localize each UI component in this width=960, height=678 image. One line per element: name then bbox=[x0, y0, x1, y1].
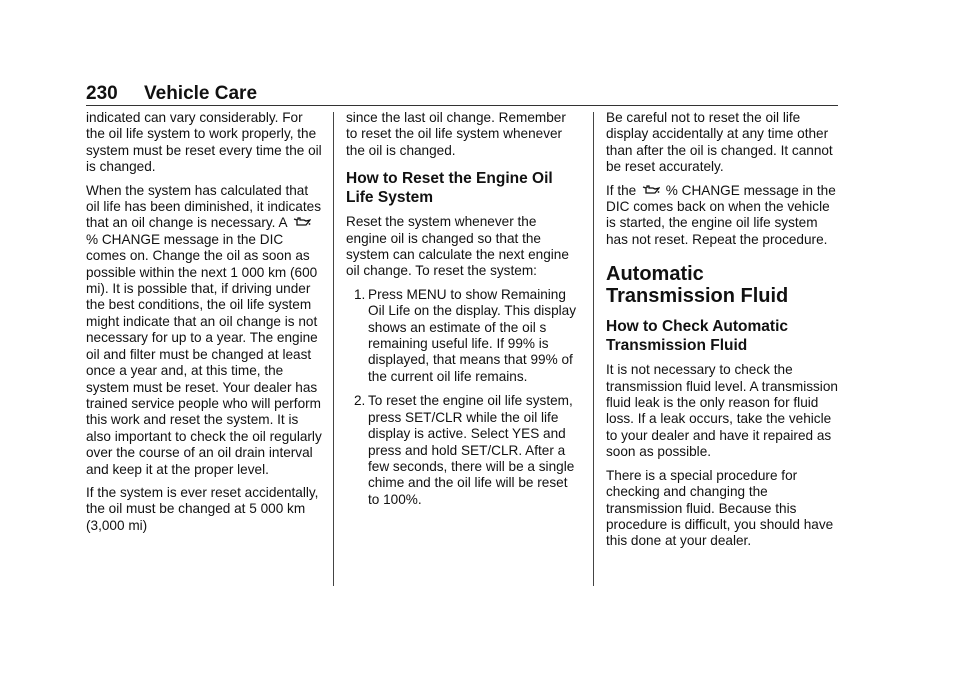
step-number: 1. bbox=[354, 286, 366, 302]
text-span: When the system has calculated that oil life has been diminished, it indicates that an oil change is necessary. A bbox=[86, 182, 322, 231]
column-2 bbox=[346, 110, 580, 516]
section-title: Vehicle Care bbox=[144, 83, 258, 104]
paragraph: If the system is ever reset accidentally, the oil must be changed at 5 000 km (3,000 mi) bbox=[86, 484, 319, 533]
column-3 bbox=[606, 110, 838, 557]
paragraph: since the last oil change. Remember to reset the oil life system whenever the oil is changed. bbox=[346, 110, 566, 158]
page-number: 230 bbox=[86, 83, 118, 104]
section-heading: How to Check Automatic Transmission Fluid bbox=[606, 318, 788, 354]
list-item bbox=[346, 393, 580, 508]
paragraph bbox=[86, 183, 322, 478]
paragraph bbox=[606, 183, 838, 249]
steps-list bbox=[346, 287, 580, 508]
step-text: To reset the engine oil life system, press SET/CLR while the oil life display is active. Select YES and press and hold SET/CLR. After a few seconds, there will be a single chime and the oil life will be reset to 100%. bbox=[368, 393, 575, 507]
list-item bbox=[346, 287, 580, 385]
text-span: % CHANGE message in the DIC comes back on when the vehicle is started, the engine oil life system has not reset. Repeat the procedure. bbox=[606, 182, 836, 247]
oil-can-icon bbox=[642, 184, 660, 196]
text-span: % CHANGE message in the DIC comes on. Change the oil as soon as possible within the next 1 000 km (600 mi). It is possible that, if driving under the best conditions, the oil life system might indicate that an oil change is not necessary for up to a year. The engine oil and filter must be changed at least once a year and, at this time, the system must be reset. Your dealer has trained service people who will perform this work and reset the system. It is also important to check the oil regularly over the course of an oil drain interval and keep it at the proper level. bbox=[86, 231, 322, 477]
paragraph: It is not necessary to check the transmission fluid level. A transmission fluid leak is the only reason for fluid loss. If a leak occurs, take the vehicle to your dealer and have it repaired as soon as possible. bbox=[606, 362, 838, 460]
oil-can-icon bbox=[293, 216, 311, 228]
step-text: Press MENU to show Remaining Oil Life on the display. This display shows an estimate of the oil s remaining useful life. If 99% is displayed, that means that 99% of the current oil life remains. bbox=[368, 286, 577, 384]
column-divider-2 bbox=[593, 112, 594, 586]
column-1 bbox=[86, 110, 322, 541]
paragraph: There is a special procedure for checking and changing the transmission fluid. Because this procedure is difficult, you should have this done at your dealer. bbox=[606, 467, 834, 549]
paragraph: indicated can vary considerably. For the oil life system to work properly, the system must be reset every time the oil is changed. bbox=[86, 110, 322, 175]
page-header bbox=[86, 83, 838, 105]
chapter-heading: Automatic Transmission Fluid bbox=[606, 263, 789, 308]
step-number: 2. bbox=[354, 393, 366, 409]
text-span: If the bbox=[606, 182, 637, 198]
column-divider-1 bbox=[333, 112, 334, 586]
paragraph: Be careful not to reset the oil life display accidentally at any time other than after the oil is changed. It cannot be reset accurately. bbox=[606, 110, 833, 175]
paragraph: Reset the system whenever the engine oil is changed so that the system can calculate the next engine oil change. To reset the system: bbox=[346, 214, 569, 279]
section-heading: How to Reset the Engine Oil Life System bbox=[346, 170, 553, 206]
header-rule bbox=[86, 105, 838, 106]
